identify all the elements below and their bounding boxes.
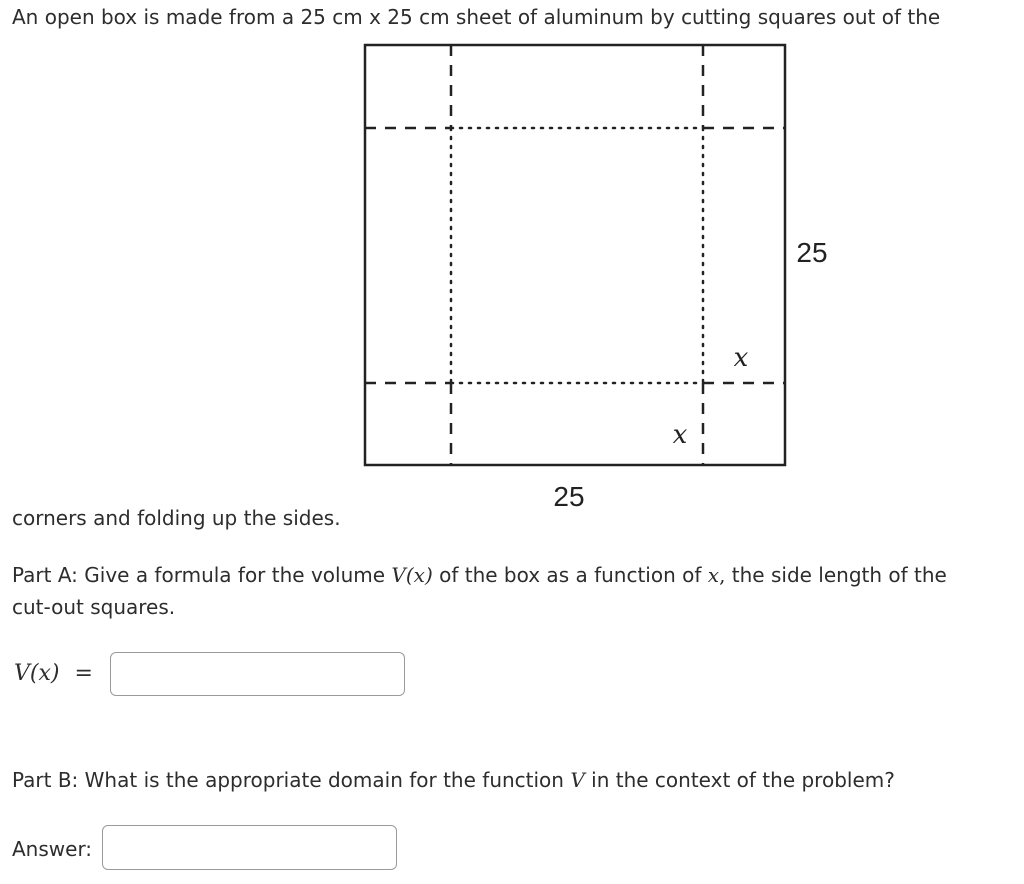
problem-intro-line2: corners and folding up the sides. [12,506,341,530]
part-a-lhs-name: V [14,661,30,686]
volume-formula-input[interactable] [110,652,405,696]
part-a-prefix: Part A: Give a formula for the volume [12,563,386,587]
part-a-func-arg: (x) [405,563,433,587]
part-a-suffix: the side length of the [731,563,947,587]
width-label: 25 [553,481,585,512]
domain-answer-input[interactable] [102,825,397,870]
part-a-question-line2: cut-out squares. [12,595,176,619]
part-b-prefix: Part B: What is the appropriate domain for the function [12,768,564,792]
part-a-middle: of the box as a function of [439,563,702,587]
part-a-var: x [707,563,720,587]
dashed-fold-lines [365,45,785,465]
part-b-question [12,765,895,795]
part-a-func-name: V [391,563,406,587]
cut-size-label-bottom: x [672,420,688,450]
part-b-answer-label: Answer: [12,837,93,861]
part-a-lhs-arg: (x) [29,661,60,686]
part-b-func: V [570,768,585,792]
height-label: 25 [796,237,828,268]
dotted-base-outline [451,128,703,383]
sheet-outline [365,45,785,465]
cut-size-label-right: x [733,343,749,373]
part-a-question [12,560,947,590]
part-a-answer-label [14,659,93,689]
problem-intro-line1: An open box is made from a 25 cm x 25 cm sheet of aluminum by cutting squares out of the [12,5,941,29]
part-a-equals: = [74,661,93,686]
part-a-comma: , [719,563,726,587]
part-b-suffix: in the context of the problem? [591,768,895,792]
